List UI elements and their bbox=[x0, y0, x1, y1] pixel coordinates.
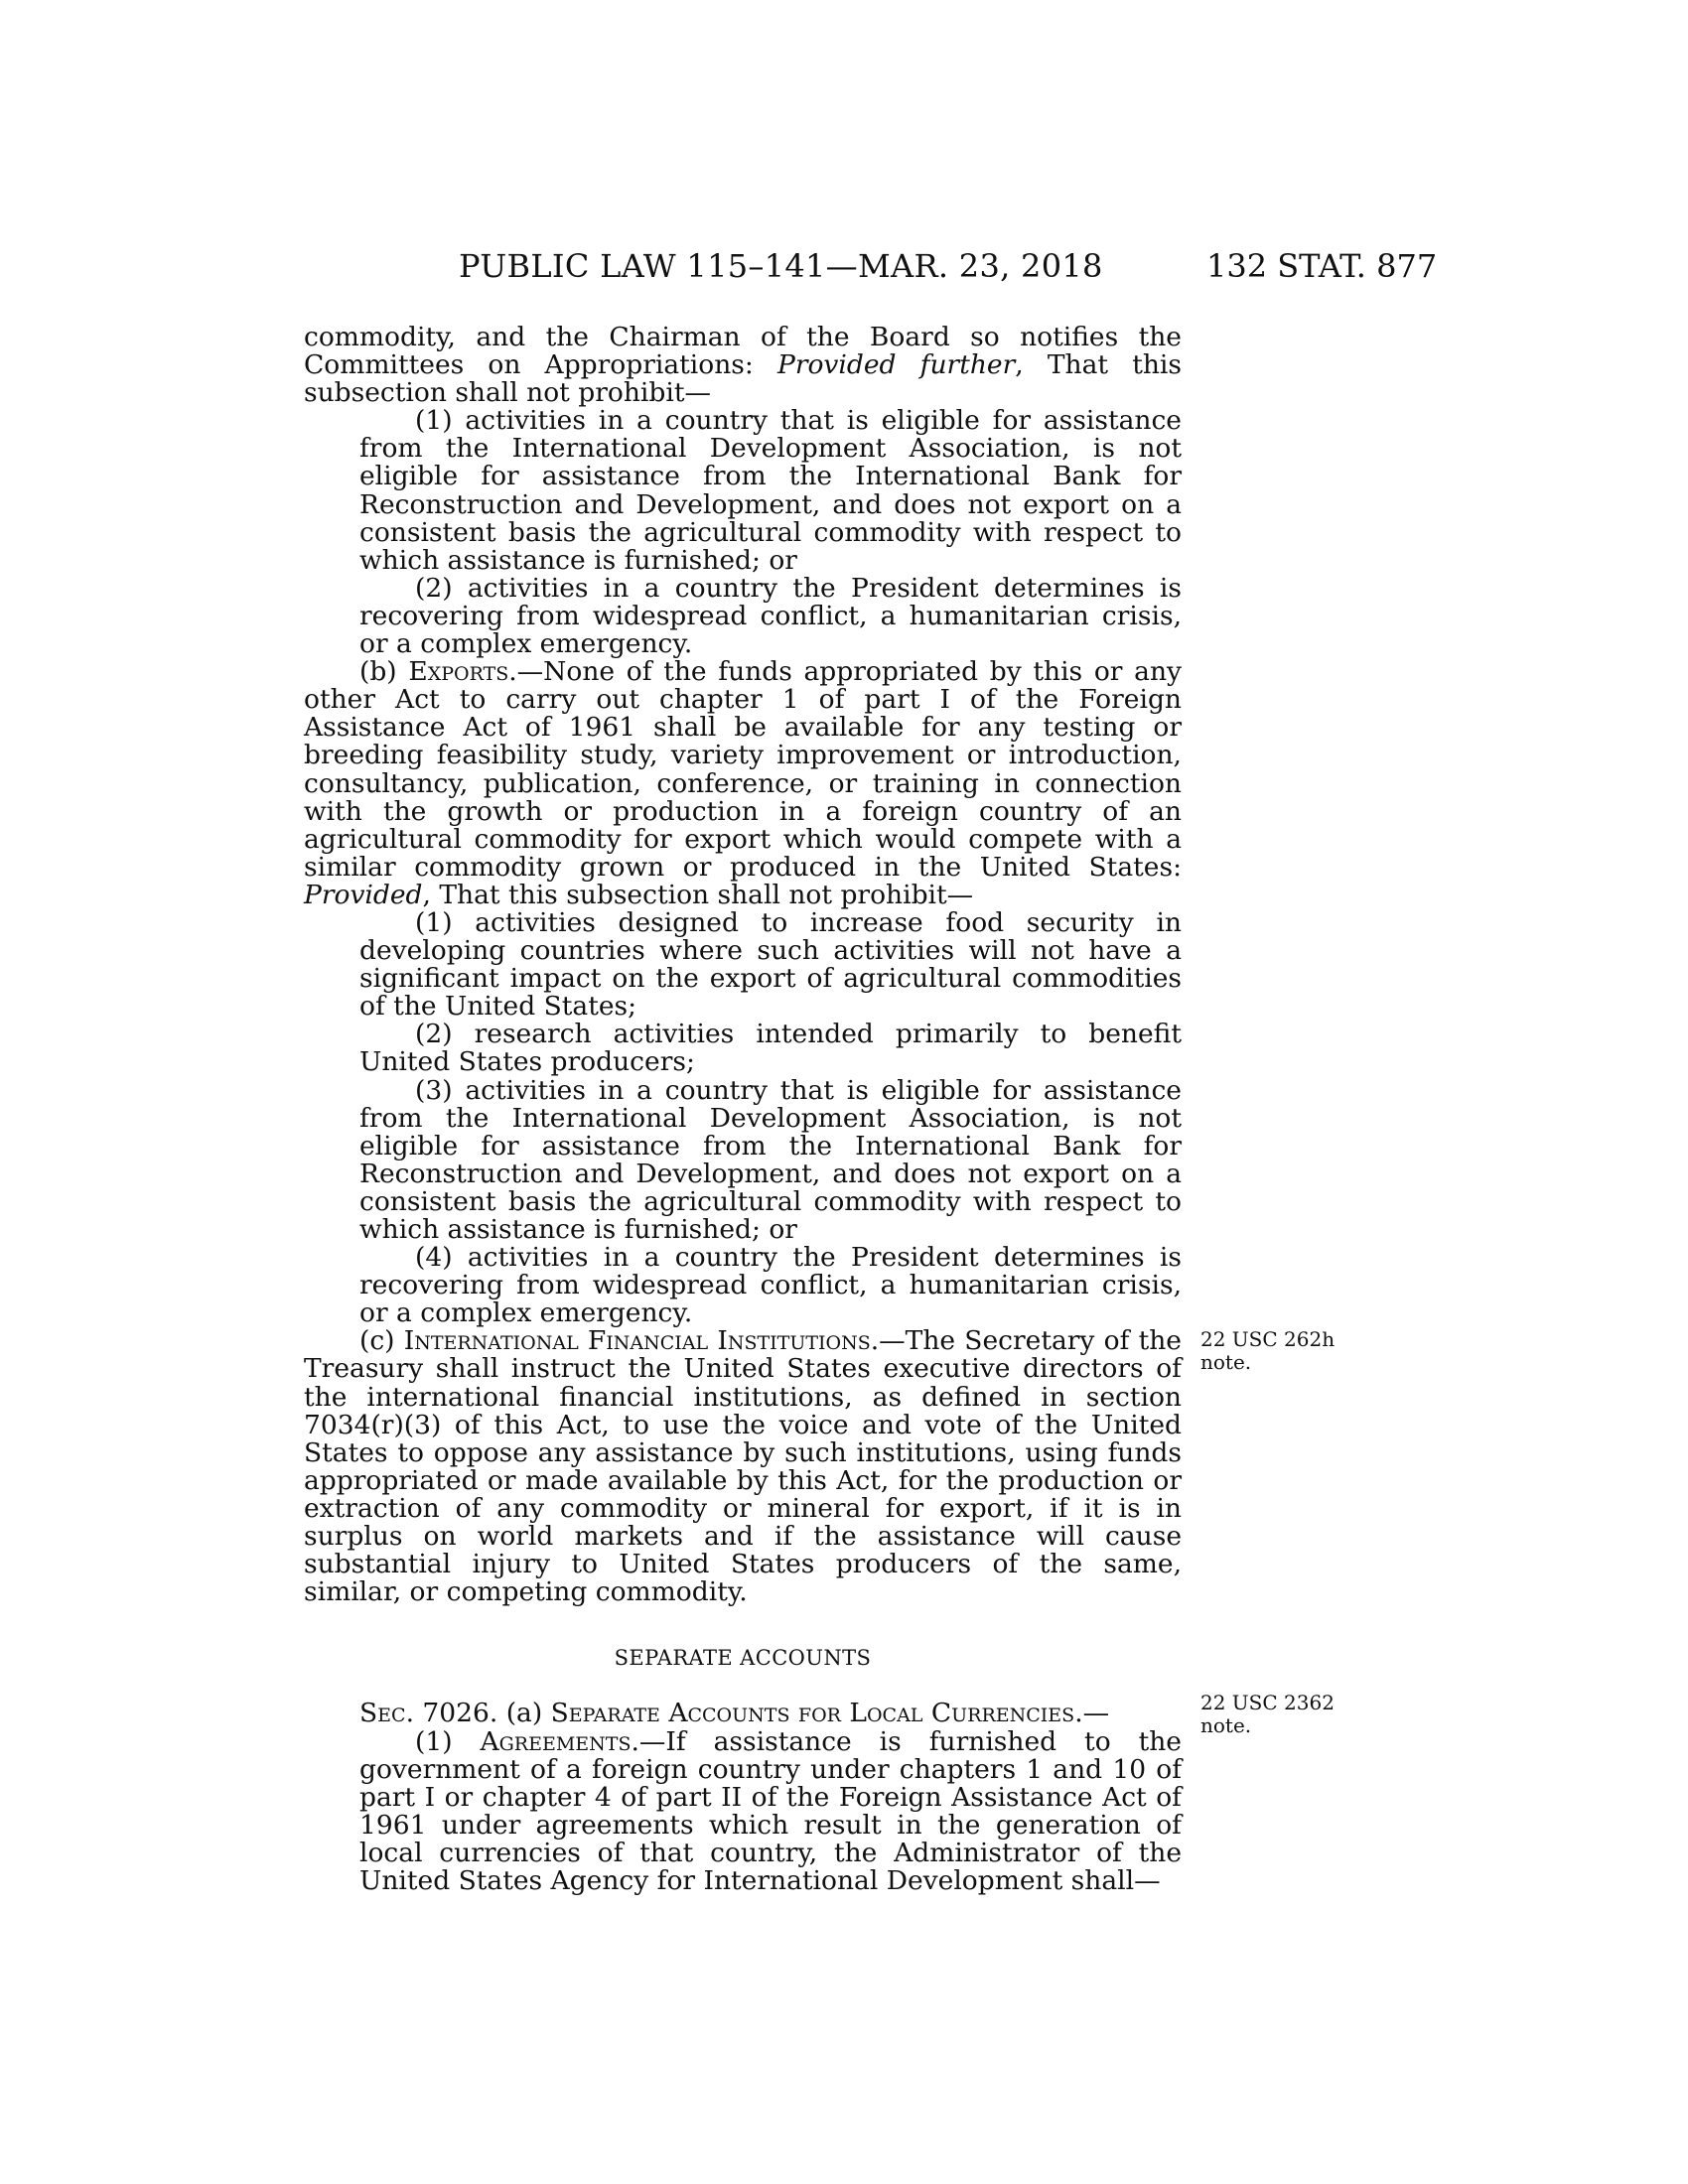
clause-b3: (3) activities in a country that is eligible for assistance from the International Development Association, is not eligible for assistance from the International Bank for Reconstruction and Development, and does not export on a consistent basis the agricultural commodity with respect to which assistance is furnished; or bbox=[359, 1074, 1182, 1245]
running-head-title: PUBLIC LAW 115–141—MAR. 23, 2018 bbox=[459, 247, 1103, 285]
clause-a1: (1) activities in a country that is eligible for assistance from the International Development Association, is not eligible for assistance from the International Bank for Reconstruction and Development, and does not export on a consistent basis the agricultural commodity with respect to which assistance is furnished; or bbox=[359, 405, 1182, 576]
margin-note-usc-2362: 22 USC 2362 note. bbox=[1200, 1691, 1335, 1737]
section-7026-title: Sec. 7026. (a) Separate Accounts for Local Currencies.— bbox=[359, 1698, 1110, 1729]
section-7026-caption: Separate Accounts for Local Currencies bbox=[550, 1698, 1075, 1729]
statute-page-number: 132 STAT. 877 bbox=[1206, 247, 1438, 285]
paragraph-continuation: commodity, and the Chairman of the Board so notifies the Committees on Appropriations: Provided further, That this subsection shall not prohibit— bbox=[304, 322, 1182, 409]
subsection-c-caption: International Financial Institutions bbox=[403, 1325, 871, 1357]
margin-note-usc-262h: 22 USC 262h note. bbox=[1200, 1327, 1336, 1374]
clause-b4: (4) activities in a country the President determines is recovering from widespread conflict, a humanitarian crisis, or a complex emergency. bbox=[359, 1242, 1182, 1329]
clause-a2: (2) activities in a country the President determines is recovering from widespread conflict, a humanitarian crisis, or a complex emergency. bbox=[359, 572, 1182, 660]
section-heading: SEPARATE ACCOUNTS bbox=[614, 1646, 872, 1671]
clause-b2: (2) research activities intended primarily to benefit United States producers; bbox=[359, 1019, 1182, 1078]
clause-b1: (1) activities designed to increase food security in developing countries where such activities will not have a significant impact on the export of agricultural commodities of the United States; bbox=[359, 906, 1182, 1023]
subsection-c: (c) International Financial Institutions.—The Secretary of the Treasury shall instruct the United States executive directors of the international financial institutions, as defined in section 7034(r)(3) of this Act, to use the voice and vote of the United States to oppose any assistance by such institutions, using funds appropriated or made available by this Act, for the production or extraction of any commodity or mineral for export, if it is in surplus on world markets and if the assistance will cause substantial injury to United States producers of the same, similar, or competing commodity. bbox=[304, 1325, 1182, 1608]
subsection-b-caption: Exports bbox=[408, 656, 509, 688]
page-header bbox=[0, 246, 1688, 286]
law-text bbox=[304, 324, 1182, 1895]
section-7026-agreements: (1) Agreements.—If assistance is furnished to the government of a foreign country under chapters 1 and 10 of part I or chapter 4 of part II of the Foreign Assistance Act of 1961 under agreements which result in the generation of local currencies of that country, the Administrator of the United States Agency for International Development shall— bbox=[359, 1725, 1182, 1896]
subsection-b: (b) Exports.—None of the funds appropriated by this or any other Act to carry out chapter 1 of part I of the Foreign Assistance Act of 1961 shall be available for any testing or breeding feasibility study, variety improvement or introduction, consultancy, publication, conference, or training in connection with the growth or production in a foreign country of an agricultural commodity for export which would compete with a similar commodity grown or produced in the United States: Provided, That this subsection shall not prohibit— bbox=[304, 656, 1182, 910]
